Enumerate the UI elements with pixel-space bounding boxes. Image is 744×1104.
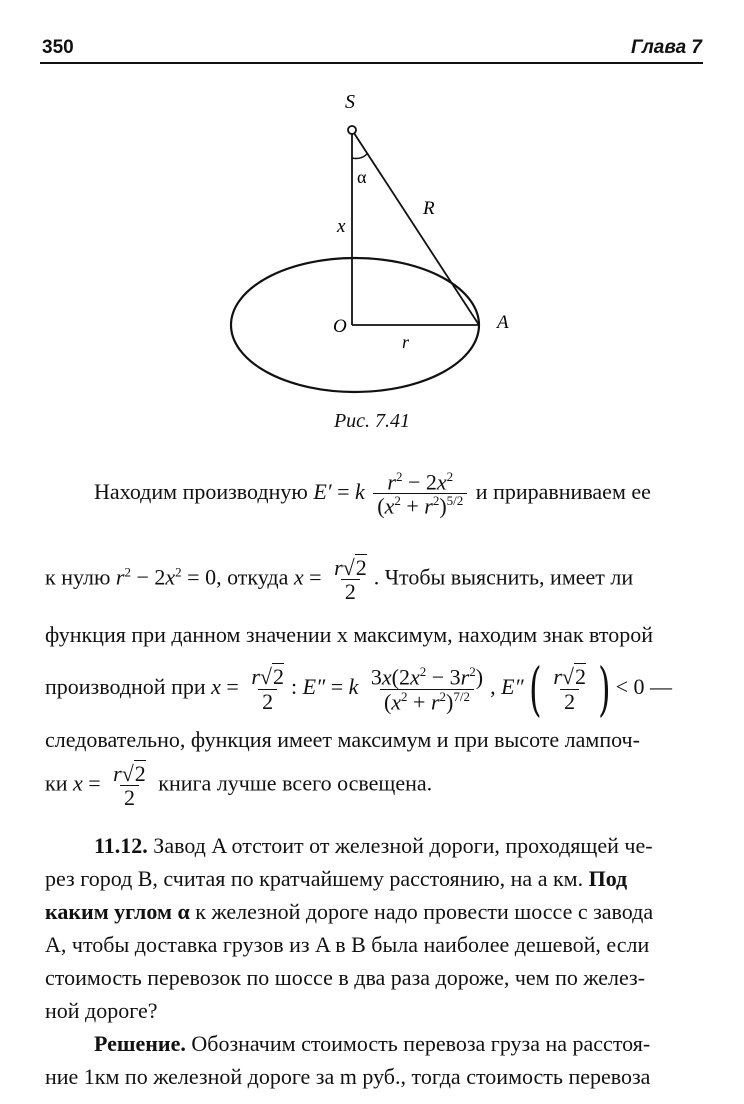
hyp-line <box>352 130 479 325</box>
problem-line-2: рез город B, считая по кратчайшему расстоянию, на a км. Под <box>45 866 628 891</box>
text-line-1: Находим производную E′ = k $\frac{r^2 - 2x^2}{(x^2 + r^2)^{5/2}}$ и приравниваем ее <box>94 469 651 519</box>
solution-line-1: Решение. Обозначим стоимость перевоза груза на расстоя- <box>94 1031 651 1056</box>
solution-line-2: ние 1км по железной дороге за m руб., тогда стоимость перевоза <box>45 1064 651 1089</box>
problem-line-5: стоимость перевозок по шоссе в два раза дороже, чем по желез- <box>45 965 646 990</box>
fraction-second-derivative: $\frac{3x(2x^2 - 3r^2)}{(x^2 + r^2)^{7/2}}$ <box>370 664 484 714</box>
label-s: S <box>345 91 355 113</box>
problem-line-4: A, чтобы доставка грузов из A в B была наиболее дешевой, если <box>45 932 650 957</box>
problem-line-1: 11.12. Завод A отстоит от железной дороги, проходящей че- <box>94 833 653 858</box>
label-x: x <box>337 216 346 237</box>
figure-caption: Рис. 7.41 <box>333 410 411 432</box>
light-source <box>348 126 356 134</box>
figure-7-41 <box>0 70 744 430</box>
problem-line-6: ной дороге? <box>45 998 158 1023</box>
label-o: O <box>333 316 347 337</box>
label-r: r <box>402 332 410 352</box>
header-rule <box>40 62 703 64</box>
problem-number: 11.12. <box>94 833 148 858</box>
page-number: 350 <box>42 37 74 58</box>
problem-line-3: каким углом α к железной дороге надо провести шоссе с завода <box>45 899 654 924</box>
fraction-x-value: $\frac{r√2}{2}$ <box>334 555 367 605</box>
label-a: A <box>497 312 509 333</box>
fraction-first-derivative: $\frac{r^2 - 2x^2}{(x^2 + r^2)^{5/2}}$ <box>373 470 467 518</box>
solution-label: Решение. <box>94 1031 186 1056</box>
text-line-3: функция при данном значении x максимум, находим знак второй <box>45 622 653 647</box>
angle-arc <box>352 154 367 159</box>
label-alpha: α <box>357 167 367 187</box>
label-r-hyp: R <box>423 198 435 219</box>
text-line-5: следовательно, функция имеет максимум и при высоте лампоч- <box>45 727 640 752</box>
chapter-title: Глава 7 <box>631 37 702 58</box>
text-line-4: производной при x = $\frac{r√2}{2}$ : E″ = k $\frac{3x(2x^2 - 3r^2)}{(x^2 + r^2)^{7/2}}$ , E″( $\frac{r√2}{2}$ ) < 0 — <box>45 655 673 723</box>
text-line-6: ки x = $\frac{r√2}{2}$ книга лучше всего освещена. <box>45 761 433 811</box>
text-line-2: к нулю $r^2 - 2x^2 = 0$, откуда x = $\frac{r√2}{2}$ . Чтобы выяснить, имеет ли <box>45 555 634 605</box>
